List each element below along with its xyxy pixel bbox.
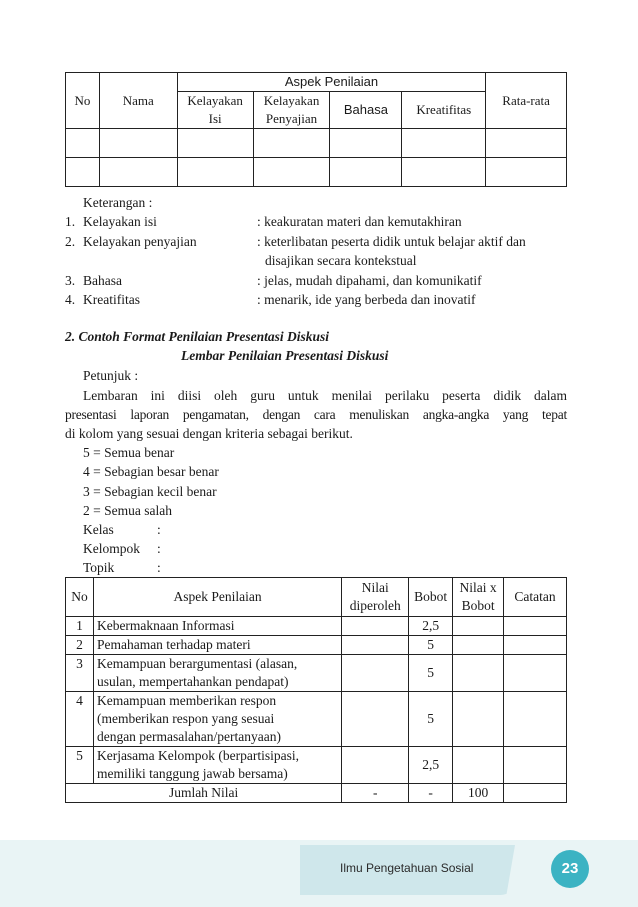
field-kelas-sep: : — [157, 522, 161, 537]
keterangan-title: Keterangan : — [83, 195, 153, 210]
field-kelompok-label: Kelompok — [83, 541, 140, 556]
keterangan-label: Kelayakan isi — [83, 214, 157, 229]
keterangan-desc: : jelas, mudah dipahami, dan komunikatif — [257, 273, 482, 288]
instruction-line-1: Lembaran ini diisi oleh guru untuk menilai perilaku peserta didik dalam — [83, 388, 567, 403]
row-no: 1 — [66, 617, 94, 636]
keterangan-desc: : keakuratan materi dan kemutakhiran — [257, 214, 462, 229]
t1-header-penyajian: Kelayakan Penyajian — [253, 92, 330, 129]
t2-header-nilai: Nilai diperoleh — [342, 578, 409, 617]
section-heading: 2. Contoh Format Penilaian Presentasi Diskusi — [65, 329, 330, 344]
keterangan-desc-continued: disajikan secara kontekstual — [265, 253, 417, 268]
page-number-badge: 23 — [551, 850, 589, 888]
t2-header-catatan: Catatan — [504, 578, 567, 617]
keterangan-num: 4. — [65, 292, 76, 307]
keterangan-label: Bahasa — [83, 273, 122, 288]
t1-blank-row — [66, 158, 567, 187]
t2-header-nxb: Nilai x Bobot — [453, 578, 504, 617]
row-aspek: Kemampuan memberikan respon (memberikan respon yang sesuai dengan permasalahan/pertanyaan) — [93, 692, 341, 747]
total-nxb: 100 — [453, 784, 504, 803]
t1-header-kreatifitas: Kreatifitas — [402, 92, 486, 129]
keterangan-desc: : menarik, ide yang berbeda dan inovatif — [257, 292, 476, 307]
t2-header-aspek: Aspek Penilaian — [93, 578, 341, 617]
t1-header-isi: Kelayakan Isi — [177, 92, 253, 129]
t1-header-bahasa: Bahasa — [330, 92, 402, 129]
evaluation-table-2 — [65, 577, 567, 803]
scale-item: 5 = Semua benar — [83, 445, 175, 460]
t1-header-no: No — [66, 73, 100, 129]
row-bobot: 5 — [409, 636, 453, 655]
keterangan-num: 3. — [65, 273, 76, 288]
field-topik-label: Topik — [83, 560, 115, 575]
t2-header-bobot: Bobot — [409, 578, 453, 617]
row-bobot: 2,5 — [409, 617, 453, 636]
keterangan-num: 1. — [65, 214, 76, 229]
keterangan-label: Kelayakan penyajian — [83, 234, 197, 249]
field-kelompok-sep: : — [157, 541, 161, 556]
scale-item: 3 = Sebagian kecil benar — [83, 484, 217, 499]
table-row — [66, 747, 567, 784]
total-label: Jumlah Nilai — [66, 784, 342, 803]
row-no: 2 — [66, 636, 94, 655]
scale-item: 2 = Semua salah — [83, 503, 172, 518]
table-row — [66, 692, 567, 747]
row-aspek: Kemampuan berargumentasi (alasan, usulan, mempertahankan pendapat) — [93, 655, 341, 692]
total-bobot: - — [409, 784, 453, 803]
keterangan-desc: : keterlibatan peserta didik untuk belajar aktif dan — [257, 234, 526, 249]
t1-blank-row — [66, 129, 567, 158]
evaluation-table-1 — [65, 72, 567, 187]
keterangan-num: 2. — [65, 234, 76, 249]
row-no: 5 — [66, 747, 94, 784]
row-aspek: Pemahaman terhadap materi — [93, 636, 341, 655]
instruction-line-2: presentasi laporan pengamatan, dengan cara menuliskan angka-angka yang tepat — [65, 407, 567, 422]
book-title: Ilmu Pengetahuan Sosial — [340, 861, 474, 875]
t1-header-aspek: Aspek Penilaian — [177, 73, 486, 92]
keterangan-label: Kreatifitas — [83, 292, 140, 307]
table-row — [66, 617, 567, 636]
field-kelas-label: Kelas — [83, 522, 114, 537]
table-row — [66, 655, 567, 692]
row-no: 4 — [66, 692, 94, 747]
t2-header-no: No — [66, 578, 94, 617]
scale-item: 4 = Sebagian besar benar — [83, 464, 219, 479]
row-bobot: 5 — [409, 655, 453, 692]
table-row — [66, 636, 567, 655]
row-aspek: Kerjasama Kelompok (berpartisipasi, memiliki tanggung jawab bersama) — [93, 747, 341, 784]
petunjuk-label: Petunjuk : — [83, 368, 139, 383]
t1-header-rata: Rata-rata — [486, 73, 567, 129]
field-topik-sep: : — [157, 560, 161, 575]
row-no: 3 — [66, 655, 94, 692]
row-bobot: 5 — [409, 692, 453, 747]
row-aspek: Kebermaknaan Informasi — [93, 617, 341, 636]
row-bobot: 2,5 — [409, 747, 453, 784]
t1-header-nama: Nama — [99, 73, 177, 129]
table-total-row — [66, 784, 567, 803]
total-nilai: - — [342, 784, 409, 803]
instruction-line-3: di kolom yang sesuai dengan kriteria sebagai berikut. — [65, 426, 353, 441]
section-subheading: Lembar Penilaian Presentasi Diskusi — [181, 348, 389, 363]
